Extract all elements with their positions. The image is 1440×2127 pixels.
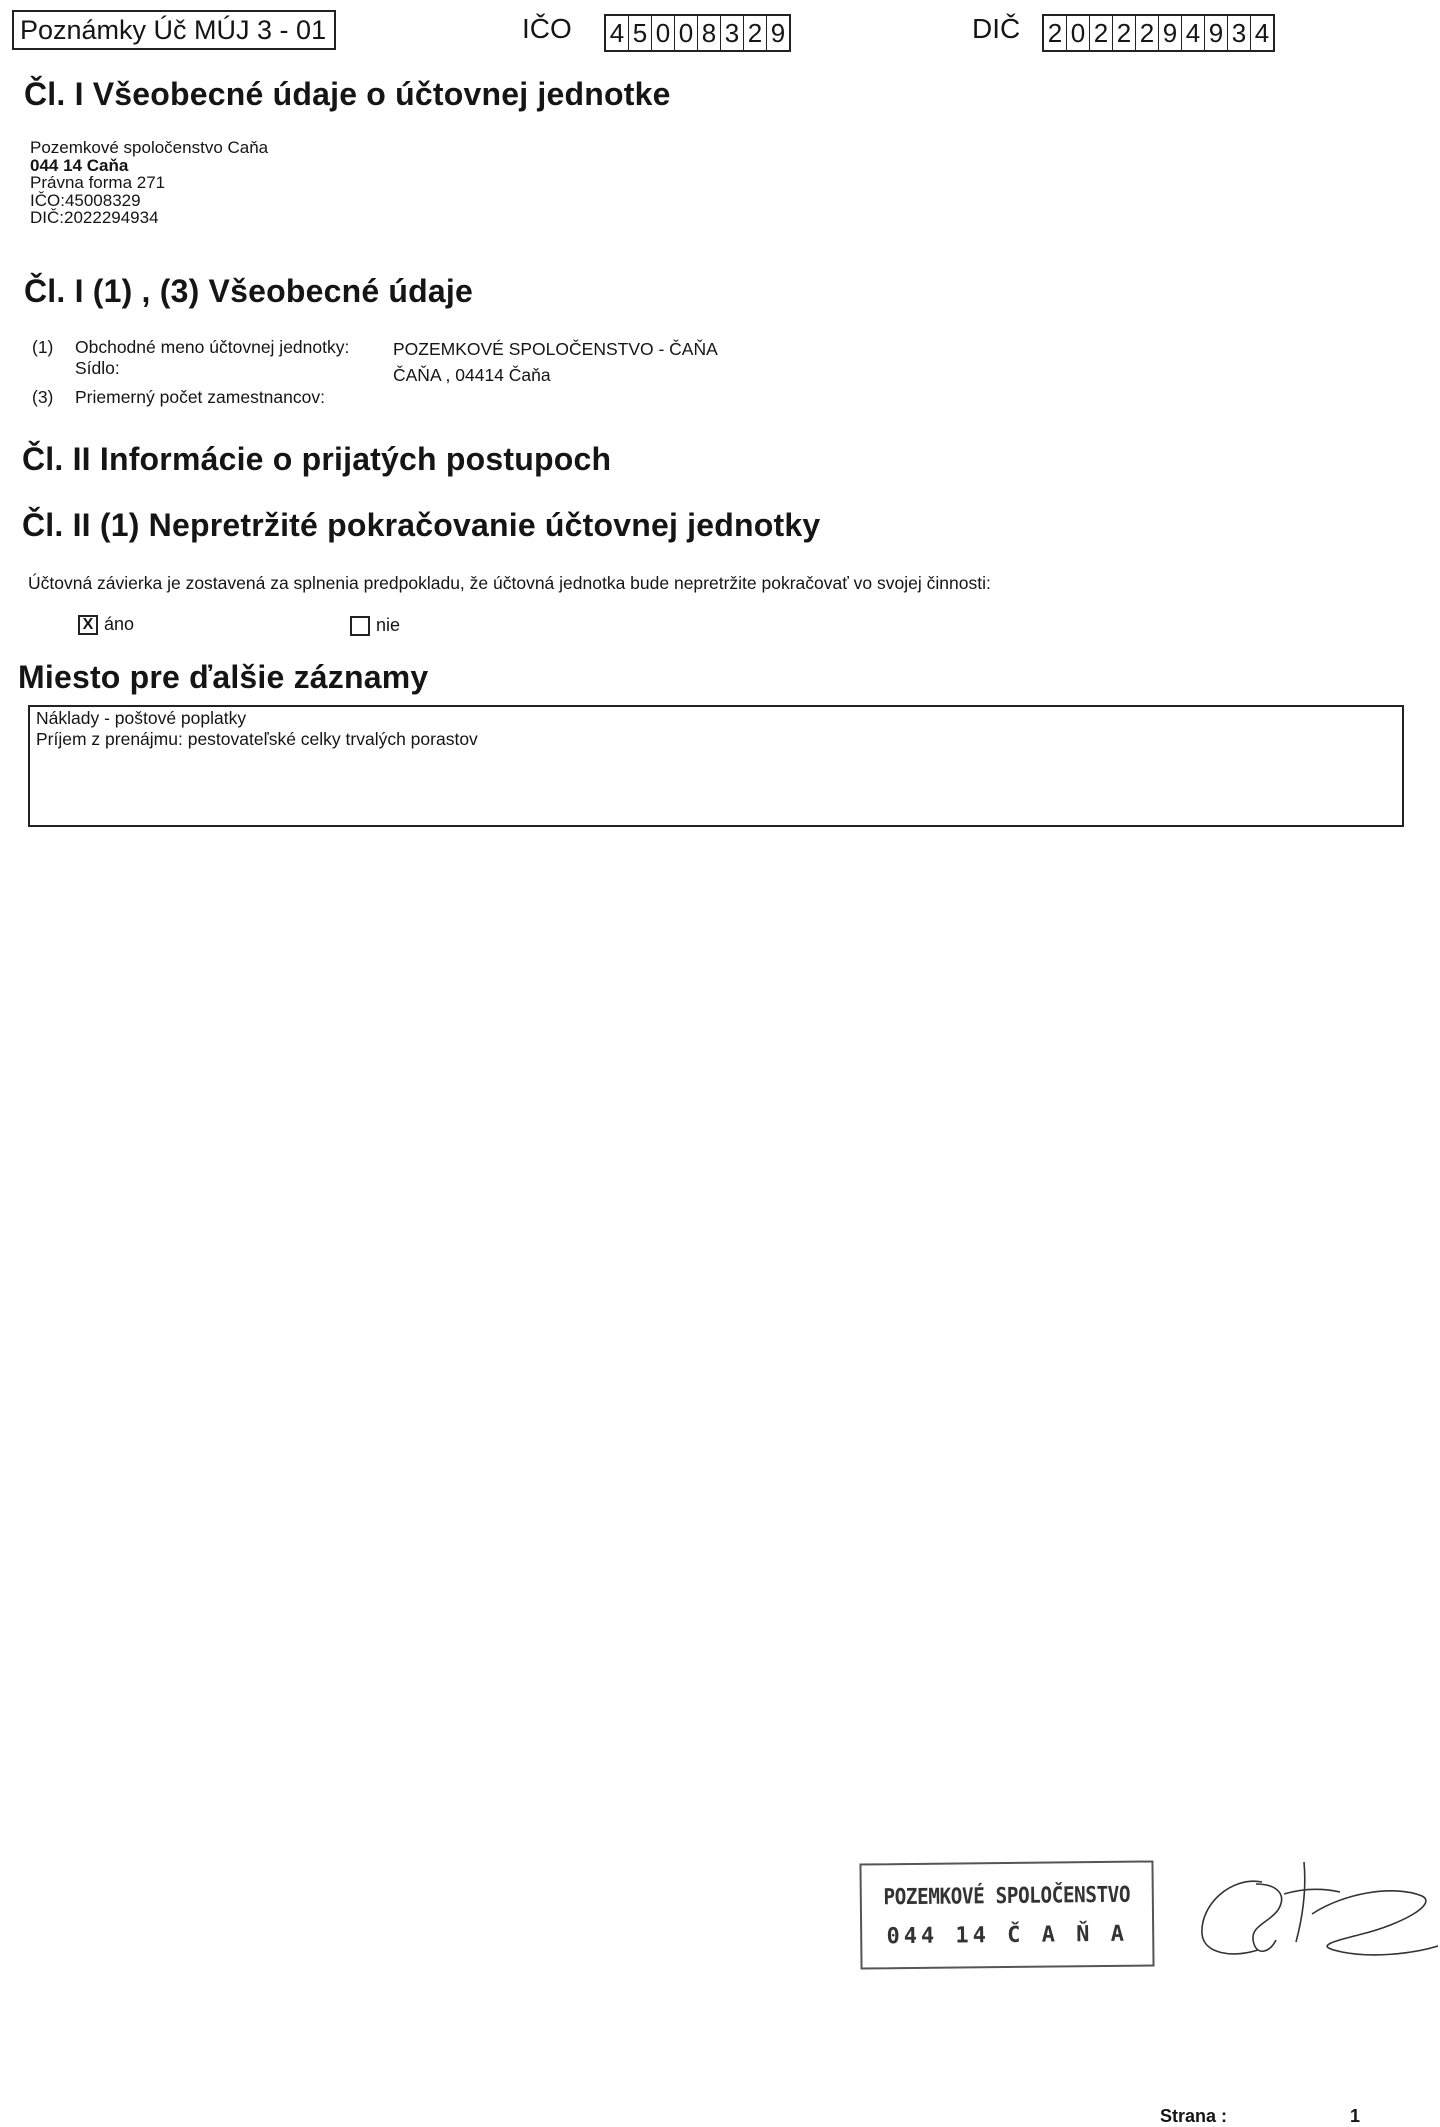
dic-label: DIČ: [972, 13, 1021, 44]
organization-stamp: [859, 1860, 1154, 1969]
dic-digit: 2: [1136, 16, 1159, 50]
ico-digit-boxes: [604, 14, 791, 52]
dic-digit: 2: [1113, 16, 1136, 50]
dic-digit: 4: [1182, 16, 1205, 50]
ico-digit: 4: [606, 16, 629, 50]
stamp-address: 044 14 Č A Ň A: [886, 1921, 1129, 1950]
section-going-concern-title: Čl. II (1) Nepretržité pokračovanie účtovnej jednotky: [22, 507, 821, 543]
row-number-3: (3): [32, 387, 54, 407]
row-number-1: (1): [32, 337, 54, 357]
signature: [1192, 1854, 1440, 1974]
entity-ico-line: IČO:45008329: [30, 190, 141, 210]
entity-legal-form-line: Právna forma 271: [30, 173, 166, 192]
page-number: 1: [1350, 2106, 1361, 2126]
option-yes[interactable]: [78, 614, 134, 635]
ico-digit: 5: [629, 16, 652, 50]
dic-digit: 9: [1159, 16, 1182, 50]
dic-digit-boxes: [1042, 14, 1275, 52]
yes-checkbox[interactable]: X: [78, 615, 98, 635]
section-general-info-title: Čl. I Všeobecné údaje o účtovnej jednotke: [24, 76, 671, 112]
dic-digit: 2: [1044, 16, 1067, 50]
entity-dic-line: DIČ:2022294934: [30, 208, 159, 227]
ico-digit: 9: [770, 18, 786, 48]
option-no[interactable]: [350, 615, 400, 636]
employee-count-label: Priemerný počet zamestnancov:: [75, 387, 325, 407]
ico-digit: 2: [744, 16, 767, 50]
no-label: nie: [376, 615, 401, 635]
form-title: Poznámky Úč MÚJ 3 - 01: [12, 10, 336, 50]
stamp-name: POZEMKOVÉ SPOLOČENSTVO: [883, 1882, 1131, 1911]
notes-title: Miesto pre ďalšie záznamy: [18, 659, 429, 695]
ico-digit: 3: [721, 16, 744, 50]
business-name-value: POZEMKOVÉ SPOLOČENSTVO - ČAŇA: [393, 339, 718, 359]
dic-digit: 3: [1228, 16, 1251, 50]
dic-digit: 2: [1090, 16, 1113, 50]
notes-line-income: Príjem z prenájmu: pestovateľské celky trvalých porastov: [36, 729, 478, 749]
dic-digit: 4: [1254, 18, 1270, 48]
entity-info-block: [30, 139, 268, 227]
yes-label: áno: [104, 614, 135, 634]
ico-digit: 0: [652, 16, 675, 50]
notes-line-costs: Náklady - poštové poplatky: [36, 708, 247, 728]
entity-zip-line: 044 14 Caňa: [30, 155, 129, 175]
section-general-data-title: Čl. I (1) , (3) Všeobecné údaje: [24, 273, 473, 309]
going-concern-statement: Účtovná závierka je zostavená za splnenia predpokladu, že účtovná jednotka bude nepretržite pokračovať vo svojej činnosti:: [28, 573, 991, 593]
ico-digit: 0: [675, 16, 698, 50]
dic-digit: 9: [1205, 16, 1228, 50]
section-procedures-title: Čl. II Informácie o prijatých postupoch: [22, 441, 612, 477]
business-name-label: Obchodné meno účtovnej jednotky:: [75, 337, 350, 357]
no-checkbox[interactable]: [350, 616, 370, 636]
seat-value: ČAŇA , 04414 Čaňa: [393, 365, 551, 385]
seat-label: Sídlo:: [75, 358, 120, 378]
dic-digit: 0: [1067, 16, 1090, 50]
ico-digit: 8: [698, 16, 721, 50]
ico-label: IČO: [522, 13, 572, 44]
notes-box: [28, 705, 1404, 827]
entity-name-line: Pozemkové spoločenstvo Caňa: [30, 138, 269, 157]
page-label: Strana :: [1160, 2106, 1228, 2126]
